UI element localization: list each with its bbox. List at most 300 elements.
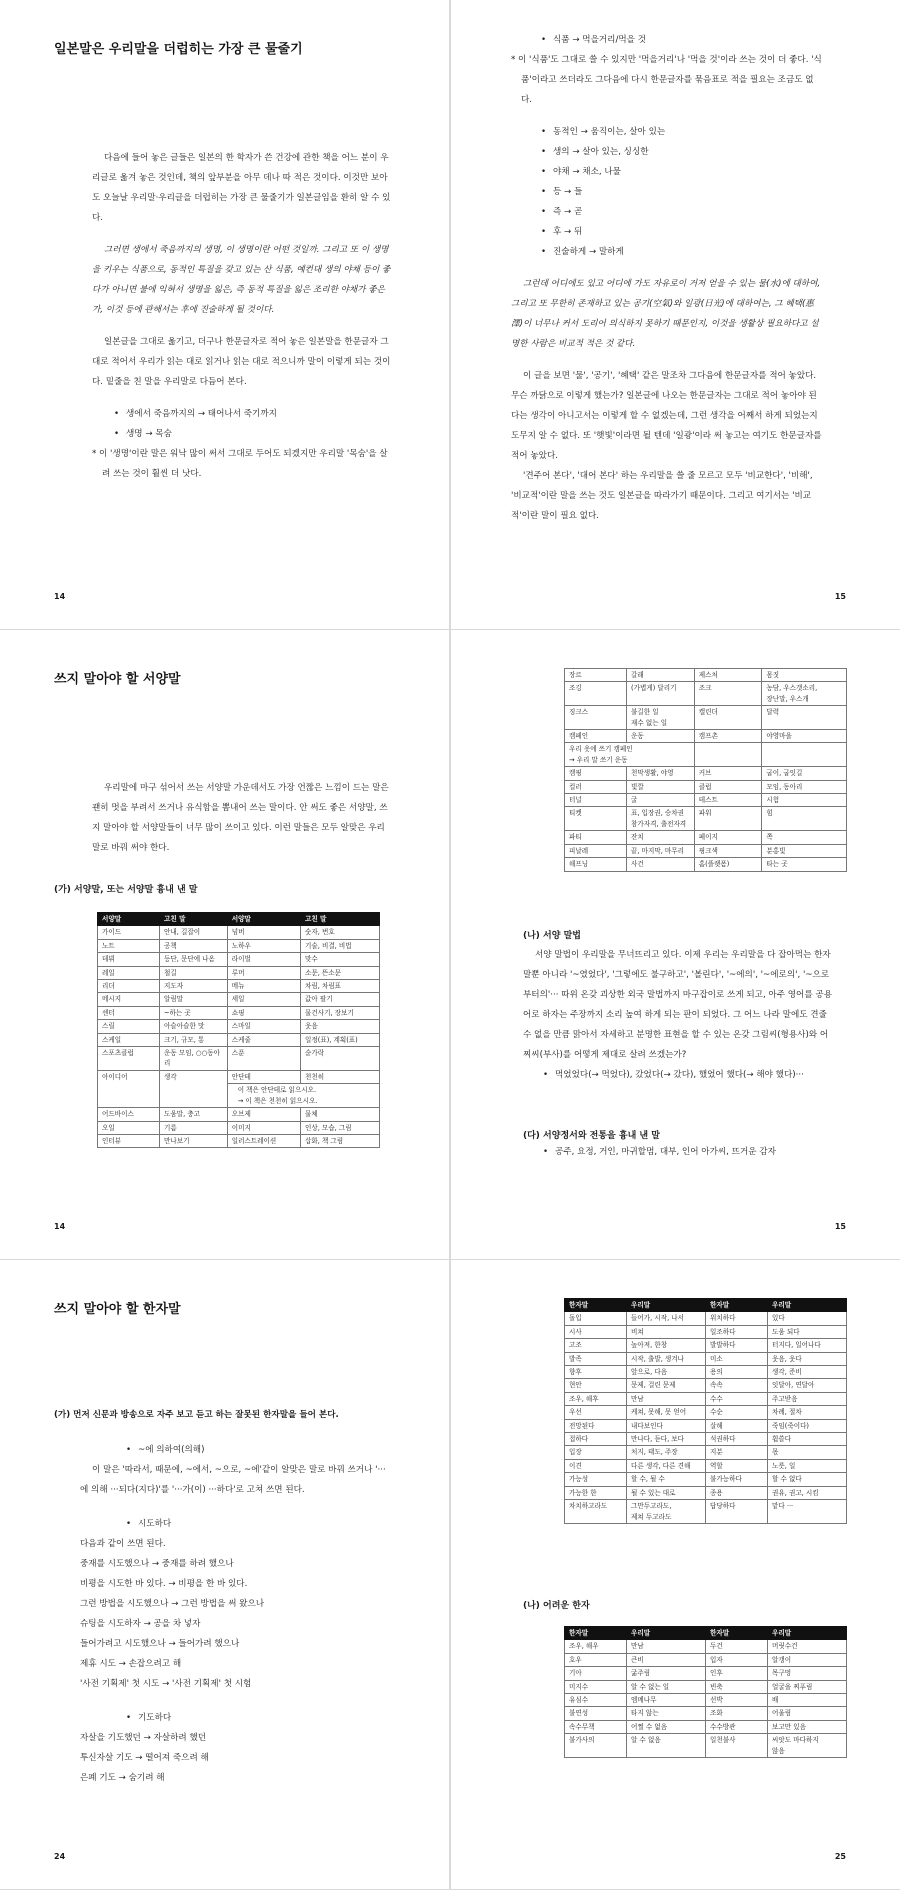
table-cell: 유심수 (565, 1694, 627, 1707)
table-cell: 커브 (694, 767, 762, 780)
page-14-western (0, 630, 449, 1259)
table-cell: 시작, 출발, 생겨나 (627, 1352, 706, 1365)
table-cell: 알갱이 (768, 1653, 847, 1666)
table-cell: 알 수 없는 일 (627, 1680, 706, 1693)
table-cell: 삽화, 책 그림 (301, 1134, 380, 1147)
example-line: 은폐 기도 → 숨기려 해 (80, 1773, 165, 1783)
table-cell: 전망된다 (565, 1419, 627, 1432)
table-cell: 기름 (160, 1121, 228, 1134)
table-cell: 알림말 (160, 993, 228, 1006)
table-row (565, 1379, 847, 1392)
table-cell: 휩쓸다 (768, 1433, 847, 1446)
bullet-list (543, 1065, 835, 1085)
table-cell: 기아 (565, 1667, 627, 1680)
table-cell: 역할 (705, 1459, 767, 1472)
table-cell: 인터뷰 (98, 1134, 160, 1147)
table-cell: 주고받음 (768, 1392, 847, 1405)
table-cell: 운동 모임, ○○동아리 (160, 1047, 228, 1071)
table-cell: 제스처 (694, 669, 762, 682)
body-text (523, 945, 835, 1085)
table-cell: ~하는 곳 (160, 1006, 228, 1019)
page-24-hanja (0, 1260, 449, 1889)
table-cell: 농담, 우스갯소리, 장난말, 우스개 (762, 682, 847, 706)
list-item: • 먹었었다(→ 먹었다), 갔었다(→ 갔다), 했었어 했다(→ 해야 했다)··· (543, 1065, 835, 1085)
table-row (565, 1680, 847, 1693)
list-item: • 즉 → 곧 (541, 202, 823, 222)
page-number: 14 (54, 1222, 66, 1231)
table-cell: 소문, 뜬소문 (301, 966, 380, 979)
table-cell: 큰비 (627, 1653, 706, 1666)
table-cell: 터지다, 일어나다 (768, 1339, 847, 1352)
table-cell: 센터 (98, 1006, 160, 1019)
table-row (98, 1006, 380, 1019)
table-cell: 고조 (565, 1339, 627, 1352)
table-cell: 이견 (565, 1459, 627, 1472)
table-row (565, 780, 847, 793)
table-cell: 차례, 절차 (768, 1406, 847, 1419)
table-row (565, 1352, 847, 1365)
table-cell: 야영마을 (762, 730, 847, 743)
table-cell: 불연성 (565, 1707, 627, 1720)
table-row (565, 1640, 847, 1653)
table-cell: 목구멍 (768, 1667, 847, 1680)
table-cell: 오브제 (227, 1108, 300, 1121)
table-cell: 도움말, 충고 (160, 1108, 228, 1121)
section-subtitle: (다) 서양정서와 전통을 흉내 낸 말 (523, 1131, 660, 1141)
table-row (565, 1392, 847, 1405)
table-cell: 스케일 (98, 1033, 160, 1046)
body-text (511, 30, 823, 526)
table-cell: 넘버 (227, 926, 300, 939)
example-line: 제휴 시도 → 손잡으려고 해 (80, 1659, 182, 1669)
table-row (565, 1653, 847, 1666)
page-15-japanese (451, 0, 900, 629)
table-row (565, 730, 847, 743)
paragraph: 다음에 들어 놓은 글들은 일본의 한 학자가 쓴 건강에 관한 책을 어느 분이 우리글로 옮겨 놓은 것인데, 책의 앞부분을 아무 데나 따 적은 것이다. 이것만 보아도 오늘날 우리말·우리글을 더럽히는 가장 큰 물줄기가 일본글임을 환히 알 수 있다. (92, 153, 391, 223)
table-row (565, 1720, 847, 1733)
table-cell: 있다 (768, 1312, 847, 1325)
example-line: 투신자살 기도 → 떨어져 죽으려 해 (80, 1753, 209, 1763)
table-cell: 천천히 (301, 1070, 380, 1083)
table-cell: 할 수 없다 (768, 1473, 847, 1486)
table-cell: 머릿수건 (768, 1640, 847, 1653)
table-cell: 다른 생각, 다른 견해 (627, 1459, 706, 1472)
page-title: 일본말은 우리말을 더럽히는 가장 큰 물줄기 (54, 42, 303, 57)
example-cell: 우리 옷에 쓰기 캠페인 → 우리 말 쓰기 운동 (565, 743, 695, 767)
western-word-table-continued (564, 668, 847, 872)
table-cell: 안내, 길잡이 (160, 926, 228, 939)
table-row (98, 953, 380, 966)
table-cell: 우선 (565, 1406, 627, 1419)
example-cell: 이 책은 안단테로 읽으시오. → 이 책은 천천히 읽으시오. (227, 1084, 379, 1108)
section-subtitle: (나) 어려운 한자 (523, 1601, 590, 1611)
table-header-row (98, 913, 380, 926)
table-cell: 차치하고라도 (565, 1500, 627, 1524)
table-cell: 알 수 없음 (627, 1734, 706, 1758)
table-row (565, 1312, 847, 1325)
table-row (565, 1707, 847, 1720)
table-cell: 도움 되다 (768, 1325, 847, 1338)
table-cell: 죽임(죽이다) (768, 1419, 847, 1432)
table-cell: 일정(표), 계획(표) (301, 1033, 380, 1046)
table-cell: 노트 (98, 939, 160, 952)
table-cell: 속속 (705, 1379, 767, 1392)
table-cell: 피날레 (565, 844, 627, 857)
table-cell: 노릇, 일 (768, 1459, 847, 1472)
table-cell: 보고만 있음 (768, 1720, 847, 1733)
table-cell: 수순 (705, 1406, 767, 1419)
table-row (565, 1486, 847, 1499)
table-cell: 선박 (705, 1694, 767, 1707)
table-cell: 세일 (227, 993, 300, 1006)
table-cell: 시험 (762, 794, 847, 807)
column-header: 우리말 (627, 1299, 706, 1312)
table-cell: 노하우 (227, 939, 300, 952)
table-cell: (가볍게) 달리기 (627, 682, 695, 706)
table-cell: 빈축 (705, 1680, 767, 1693)
page-number: 14 (54, 592, 66, 601)
table-cell: 접하다 (565, 1433, 627, 1446)
table-cell: 그만두고라도, 제쳐 두고라도 (627, 1500, 706, 1524)
example-line: 들어가려고 시도했으나 → 들어가려 했으나 (80, 1639, 240, 1649)
table-cell: 위치하다 (705, 1312, 767, 1325)
table-row (565, 1325, 847, 1338)
table-cell: 홈(플랫폼) (694, 858, 762, 871)
paragraph: '견주어 본다', '대어 본다' 하는 우리말을 쓸 줄 모르고 모두 '비교한다', '비해', '비교적'이란 말을 쓰는 것도 일본글을 따라가기 때문이다. 그리고 여기서는 '비교적'이란 말이 필요 없다. (511, 471, 813, 521)
table-cell: 미지수 (565, 1680, 627, 1693)
hanja-word-table (564, 1298, 847, 1524)
table-body (565, 1640, 847, 1758)
table-cell: 조깅 (565, 682, 627, 706)
table-cell: 클럽 (694, 780, 762, 793)
table-row (565, 682, 847, 706)
table-cell: 가이드 (98, 926, 160, 939)
column-header: 한자말 (705, 1299, 767, 1312)
table-cell: 웃음 (301, 1020, 380, 1033)
table-cell: 크기, 규모, 통 (160, 1033, 228, 1046)
table-cell: 타는 곳 (762, 858, 847, 871)
table-row (565, 1667, 847, 1680)
body-text (523, 1142, 835, 1162)
table-cell: 불가능하다 (705, 1473, 767, 1486)
table-cell: 리더 (98, 980, 160, 993)
table-row (565, 858, 847, 871)
footnote: * 이 '생명'이란 말은 워낙 많이 써서 그대로 두어도 되겠지만 우리말 '목숨'을 살려 쓰는 것이 훨씬 더 낫다. (92, 449, 388, 479)
table-cell: 안단테 (227, 1070, 300, 1083)
table-cell: 힘 (762, 807, 847, 831)
table-cell: 가능성 (565, 1473, 627, 1486)
table-cell: 조크 (694, 682, 762, 706)
bullet-list (126, 1440, 392, 1460)
table-cell: 조우, 해우 (565, 1640, 627, 1653)
table-cell: 사건 (627, 858, 695, 871)
page-number: 15 (834, 1222, 846, 1231)
table-row (98, 1070, 380, 1083)
table-cell: 내다보인다 (627, 1419, 706, 1432)
table-cell: 수수방관 (705, 1720, 767, 1733)
table-cell: 생각 (160, 1070, 228, 1107)
table-cell: 티켓 (565, 807, 627, 831)
table-cell: 용의 (705, 1366, 767, 1379)
column-header: 우리말 (768, 1299, 847, 1312)
table-cell: 캘린더 (694, 706, 762, 730)
example-line: '사전 기획제' 첫 시도 → '사전 기획제' 첫 시험 (80, 1679, 252, 1689)
list-item: • 생에서 죽음까지의 → 태어나서 죽기까지 (114, 404, 392, 424)
table-cell: 인후 (705, 1667, 767, 1680)
column-header: 우리말 (627, 1627, 706, 1640)
table-cell: 메뉴 (227, 980, 300, 993)
table-row (565, 767, 847, 780)
table-cell: 아슬아슬한 맛 (160, 1020, 228, 1033)
table-cell: 앞으로, 다음 (627, 1366, 706, 1379)
list-item: • 생명 → 목숨 (114, 424, 392, 444)
page-number: 15 (834, 592, 846, 601)
table-cell: 몫 (768, 1446, 847, 1459)
table-cell (762, 743, 847, 767)
table-cell: 아이디어 (98, 1070, 160, 1107)
list-item: • 기도하다 (126, 1708, 392, 1728)
table-cell: 될 수 있는 대로 (627, 1486, 706, 1499)
column-header: 고친 말 (301, 913, 380, 926)
table-cell: 현안 (565, 1379, 627, 1392)
table-row (565, 831, 847, 844)
table-cell: 어쩔 수 없음 (627, 1720, 706, 1733)
table-cell: 캠페인 (565, 730, 627, 743)
section-subtitle: (나) 서양 말법 (523, 931, 581, 941)
example-line: 슈팅을 시도하자 → 공을 차 넣자 (80, 1619, 201, 1629)
table-cell: 살해 (705, 1419, 767, 1432)
table-header-row (565, 1299, 847, 1312)
list-item: • 시도하다 (126, 1514, 392, 1534)
table-cell: 미소 (705, 1352, 767, 1365)
table-cell: 캠핑 (565, 767, 627, 780)
table-cell: 만남 (627, 1640, 706, 1653)
western-word-table (97, 912, 380, 1148)
table-cell: 조우, 해후 (565, 1392, 627, 1405)
table-row (98, 1033, 380, 1046)
example-line: 비평을 시도한 바 있다. → 비평을 한 바 있다. (80, 1579, 248, 1589)
table-cell: 쇼핑 (227, 1006, 300, 1019)
table-row (98, 1108, 380, 1121)
table-cell: 빛깔 (627, 780, 695, 793)
table-cell: 데뷔 (98, 953, 160, 966)
table-cell: 비쳐 (627, 1325, 706, 1338)
list-item: • 식품 → 먹을거리/먹을 것 (541, 30, 823, 50)
body-text (92, 778, 392, 858)
difficult-hanja-table (564, 1626, 847, 1758)
table-cell: 스릴 (98, 1020, 160, 1033)
table-cell: 스케줄 (227, 1033, 300, 1046)
table-cell: 씨앗도 마다하지 않음 (768, 1734, 847, 1758)
table-cell: 케쳐, 못해, 못 얻어 (627, 1406, 706, 1419)
table-cell: 종용 (705, 1486, 767, 1499)
table-cell: 징크스 (565, 706, 627, 730)
table-cell: 인상, 모습, 그림 (301, 1121, 380, 1134)
body-text (80, 1440, 392, 1788)
table-cell: 불가사의 (565, 1734, 627, 1758)
table-cell: 천막생활, 야영 (627, 767, 695, 780)
table-cell: 굴 (627, 794, 695, 807)
table-cell: 수수 (705, 1392, 767, 1405)
table-cell: 지도자 (160, 980, 228, 993)
page-number: 25 (834, 1852, 846, 1861)
page-number: 24 (54, 1852, 66, 1861)
quoted-passage: 그런데 어디에도 있고 어디에 가도 자유로이 거저 얻을 수 있는 물(水)에 대하여, 그리고 또 무한히 존재하고 있는 공기(空氣)와 일광(日光)에 대하여는, 그 혜택(惠澤)이 너무나 커서 도리어 의식하지 못하기 때문인지, 이것을 생활상 필요하다고 설명한 사람은 비교적 적은 것 같다. (511, 279, 821, 349)
example-line: 그런 방법을 시도했으나 → 그런 방법을 써 왔으나 (80, 1599, 265, 1609)
page-15-western (451, 630, 900, 1259)
table-cell: 조화 (705, 1707, 767, 1720)
table-cell: 할 수, 될 수 (627, 1473, 706, 1486)
table-cell: 두건 (705, 1640, 767, 1653)
table-cell: 만남 (627, 1392, 706, 1405)
paragraph: 우리말에 마구 섞어서 쓰는 서양말 가운데서도 가장 언짢은 느낌이 드는 말은 괜히 멋을 부려서 쓰거나 유식함을 뽐내어 쓰는 말이다. 안 써도 좋은 서양말, 쓰지 말아야 할 서양말들이 너무 많이 쓰이고 있다. 이런 말들은 모두 알맞은 우리말로 바꿔 써야 한다. (92, 783, 389, 853)
table-cell: 몸짓 (762, 669, 847, 682)
list-item: • 후 → 뒤 (541, 222, 823, 242)
table-cell: 발발하다 (705, 1339, 767, 1352)
bullet-list (126, 1514, 392, 1534)
table-cell: 숫자, 번호 (301, 926, 380, 939)
paragraph: 이 말은 '따라서, 때문에, ~에서, ~으로, ~에'같이 알맞은 말로 바꿔 쓰거나 '···에 의해 ···되다(지다)'를 '···가(이) ···하다'로 고쳐 쓰면 된다. (80, 1465, 386, 1495)
table-row (565, 794, 847, 807)
table-row (98, 1121, 380, 1134)
table-cell: 이미지 (227, 1121, 300, 1134)
table-cell: 루머 (227, 966, 300, 979)
table-cell: 들어가, 시작, 나서 (627, 1312, 706, 1325)
column-header: 한자말 (565, 1627, 627, 1640)
body-text (92, 148, 392, 484)
table-cell: 불길한 일 재수 없는 일 (627, 706, 695, 730)
table-cell: 분홍빛 (762, 844, 847, 857)
list-item: • 공주, 요정, 거인, 마귀할멈, 대부, 인어 아가씨, 뜨거운 감자 (543, 1142, 835, 1162)
table-cell: 가능한 한 (565, 1486, 627, 1499)
table-cell (694, 743, 762, 767)
table-cell: 일천불사 (705, 1734, 767, 1758)
table-row (565, 1500, 847, 1524)
list-item: • 진술하게 → 말하게 (541, 242, 823, 262)
table-cell: 테스트 (694, 794, 762, 807)
table-cell: 핑크색 (694, 844, 762, 857)
table-cell: 운동 (627, 730, 695, 743)
table-cell: 캠프촌 (694, 730, 762, 743)
table-cell: 웃음, 웃다 (768, 1352, 847, 1365)
bullet-list (114, 404, 392, 444)
table-cell: 만나다, 듣다, 보다 (627, 1433, 706, 1446)
bullet-list (541, 122, 823, 262)
table-cell: 물건사기, 장보기 (301, 1006, 380, 1019)
bullet-list (541, 30, 823, 50)
table-cell: 일조하다 (705, 1325, 767, 1338)
page-title: 쓰지 말아야 할 한자말 (54, 1302, 181, 1317)
page-title: 쓰지 말아야 할 서양말 (54, 672, 181, 687)
table-cell: 속수무책 (565, 1720, 627, 1733)
table-cell: 시사 (565, 1325, 627, 1338)
table-cell: 쪽 (762, 831, 847, 844)
table-cell: 향후 (565, 1366, 627, 1379)
table-cell: 굽이, 굽잇길 (762, 767, 847, 780)
table-cell: 높아져, 한창 (627, 1339, 706, 1352)
table-row (565, 669, 847, 682)
table-cell: 맡다 ··· (768, 1500, 847, 1524)
table-cell: 해프닝 (565, 858, 627, 871)
table-cell: 배 (768, 1694, 847, 1707)
table-cell: 레일 (98, 966, 160, 979)
paragraph: 이 글을 보면 '물', '공기', '혜택' 같은 말조차 그다음에 한문글자를 적어 놓았다. 무슨 까닭으로 이렇게 했는가? 일본글에 나오는 한문글자는 그대로 적어 놓아야 된다는 생각이 아니고서는 이렇게 할 수 없겠는데, 그런 생각을 어째서 하게 되었는지 도무지 알 수 없다. 또 '햇빛'이라면 될 텐데 '일광'이라 써 놓고는 여기도 한문글자를 적어 놓았다. (511, 371, 822, 461)
table-cell: 라이벌 (227, 953, 300, 966)
table-row (565, 1366, 847, 1379)
table-cell: 어드바이스 (98, 1108, 160, 1121)
table-row (565, 743, 847, 767)
table-cell: 지분 (705, 1446, 767, 1459)
column-header: 고친 말 (160, 913, 228, 926)
paragraph: 서양 말법이 우리말을 무너뜨리고 있다. 이제 우리는 우리말을 다 잡아먹는 한자말뿐 아니라 '~였었다', '그렇에도 불구하고', '볼린다', '~에의', '~에로의', '~으로부터의'··· 따위 온갖 괴상한 외국 말법까지 마구잡이로 쓰게 되고, 아주 영어를 공용어로 하자는 주장까지 소리 높여 하게 되는 판이 되었다. 그 어느 나라 말에도 견줄 수 없을 만큼 맑아서 자세하고 분명한 표현을 할 수 있는 온갖 그림씨(형용사)와 어찌씨(부사)를 어떻게 제대로 살려 쓰겠는가? (523, 950, 832, 1060)
table-row (565, 1419, 847, 1432)
table-cell: 돌입 (565, 1312, 627, 1325)
section-subtitle: (가) 서양말, 또는 서양말 흉내 낸 말 (54, 885, 198, 895)
table-row (565, 1433, 847, 1446)
table-cell: 호우 (565, 1653, 627, 1666)
table-cell: 파티 (565, 831, 627, 844)
table-row (565, 1473, 847, 1486)
table-row (565, 1406, 847, 1419)
list-item: • 등 → 들 (541, 182, 823, 202)
table-cell: 등단, 문단에 나옴 (160, 953, 228, 966)
example-line: 다음과 같이 쓰면 된다. (80, 1539, 166, 1549)
table-cell: 잔치 (627, 831, 695, 844)
table-row (565, 807, 847, 831)
bullet-list (543, 1142, 835, 1162)
table-cell: 엠메나무 (627, 1694, 706, 1707)
table-cell: 굶주림 (627, 1667, 706, 1680)
footnote: * 이 '식품'도 그대로 쓸 수 있지만 '먹을거리'나 '먹을 것'이라 쓰는 것이 더 좋다. '식품'이라고 쓰더라도 그다음에 다시 한문글자를 묶음표로 적을 필요는 조금도 없다. (511, 55, 822, 105)
table-cell: 일러스트레이션 (227, 1134, 300, 1147)
table-row (565, 1734, 847, 1758)
example-line: 자살을 기도했던 → 자살하려 했던 (80, 1733, 207, 1743)
table-cell: 모임, 동아리 (762, 780, 847, 793)
table-cell: 메시지 (98, 993, 160, 1006)
table-cell: 기술, 비결, 비법 (301, 939, 380, 952)
table-cell: 처지, 태도, 주장 (627, 1446, 706, 1459)
column-header: 한자말 (565, 1299, 627, 1312)
table-cell: 숟가락 (301, 1047, 380, 1071)
bullet-list (126, 1708, 392, 1728)
table-cell: 만나보기 (160, 1134, 228, 1147)
example-line: 중재를 시도했으나 → 중재를 하려 했으나 (80, 1559, 234, 1569)
table-cell: 어울림 (768, 1707, 847, 1720)
table-header-row (565, 1627, 847, 1640)
table-row (565, 1339, 847, 1352)
table-cell: 물체 (301, 1108, 380, 1121)
list-item: • 생의 → 살아 있는, 싱싱한 (541, 142, 823, 162)
page-14-japanese (0, 0, 449, 629)
table-cell: 달력 (762, 706, 847, 730)
table-row (98, 939, 380, 952)
table-cell: 터널 (565, 794, 627, 807)
table-cell: 오일 (98, 1121, 160, 1134)
table-cell: 스포츠클럽 (98, 1047, 160, 1071)
table-body (565, 1312, 847, 1524)
table-cell: 석권하다 (705, 1433, 767, 1446)
table-row (98, 1020, 380, 1033)
table-row (565, 1446, 847, 1459)
table-cell: 생각, 준비 (768, 1366, 847, 1379)
list-item: • 야채 → 채소, 나물 (541, 162, 823, 182)
table-row (565, 844, 847, 857)
table-cell: 공책 (160, 939, 228, 952)
table-cell: 스푼 (227, 1047, 300, 1071)
table-row (565, 1459, 847, 1472)
table-cell: 페이지 (694, 831, 762, 844)
table-cell: 파워 (694, 807, 762, 831)
